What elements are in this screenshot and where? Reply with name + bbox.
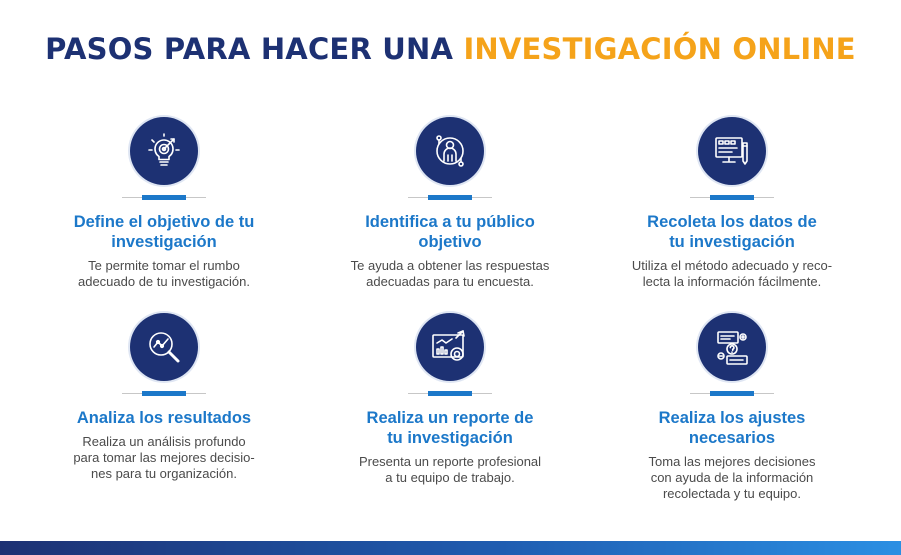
step-badge [698, 117, 766, 185]
step-description: Te ayuda a obtener las respuestas adecuadas para tu encuesta. [350, 258, 550, 289]
step-make-adjustments [592, 313, 872, 502]
magnifier-chart-icon [144, 327, 184, 367]
step-description: Presenta un reporte profesional a tu equipo de trabajo. [358, 454, 542, 485]
step-divider [690, 197, 774, 198]
step-title: Realiza los ajustes necesarios [658, 409, 806, 447]
step-collect-data [592, 117, 872, 290]
title-accent: INVESTIGACIÓN ONLINE [463, 32, 856, 66]
step-badge [130, 313, 198, 381]
step-divider [408, 393, 492, 394]
footer-gradient-bar [0, 541, 901, 555]
step-description: Realiza un análisis profundo para tomar las mejores decisio- nes para tu organización. [73, 434, 255, 481]
title-main: PASOS PARA HACER UNA [45, 32, 464, 66]
step-identify-audience [310, 117, 590, 290]
step-define-objective [24, 117, 304, 290]
step-badge [416, 313, 484, 381]
step-title: Define el objetivo de tu investigación [73, 213, 255, 251]
step-divider [122, 393, 206, 394]
step-title: Identifica a tu público objetivo [365, 213, 535, 251]
step-create-report [310, 313, 590, 486]
step-title: Analiza los resultados [76, 409, 252, 427]
page-title [0, 32, 901, 66]
step-description: Toma las mejores decisiones con ayuda de la información recolectada y tu equipo. [648, 454, 816, 501]
report-dashboard-icon [430, 327, 470, 367]
step-divider [690, 393, 774, 394]
step-description: Utiliza el método adecuado y reco- lecta la información fácilmente. [631, 258, 833, 289]
audience-person-icon [430, 131, 470, 171]
adjustments-question-icon [712, 327, 752, 367]
step-title: Recoleta los datos de tu investigación [647, 213, 817, 251]
step-badge [416, 117, 484, 185]
step-divider [122, 197, 206, 198]
step-badge [698, 313, 766, 381]
step-analyze-results [24, 313, 304, 482]
lightbulb-target-icon [144, 131, 184, 171]
step-badge [130, 117, 198, 185]
step-description: Te permite tomar el rumbo adecuado de tu investigación. [77, 258, 250, 289]
step-title: Realiza un reporte de tu investigación [366, 409, 534, 447]
step-divider [408, 197, 492, 198]
data-collection-screen-icon [712, 131, 752, 171]
